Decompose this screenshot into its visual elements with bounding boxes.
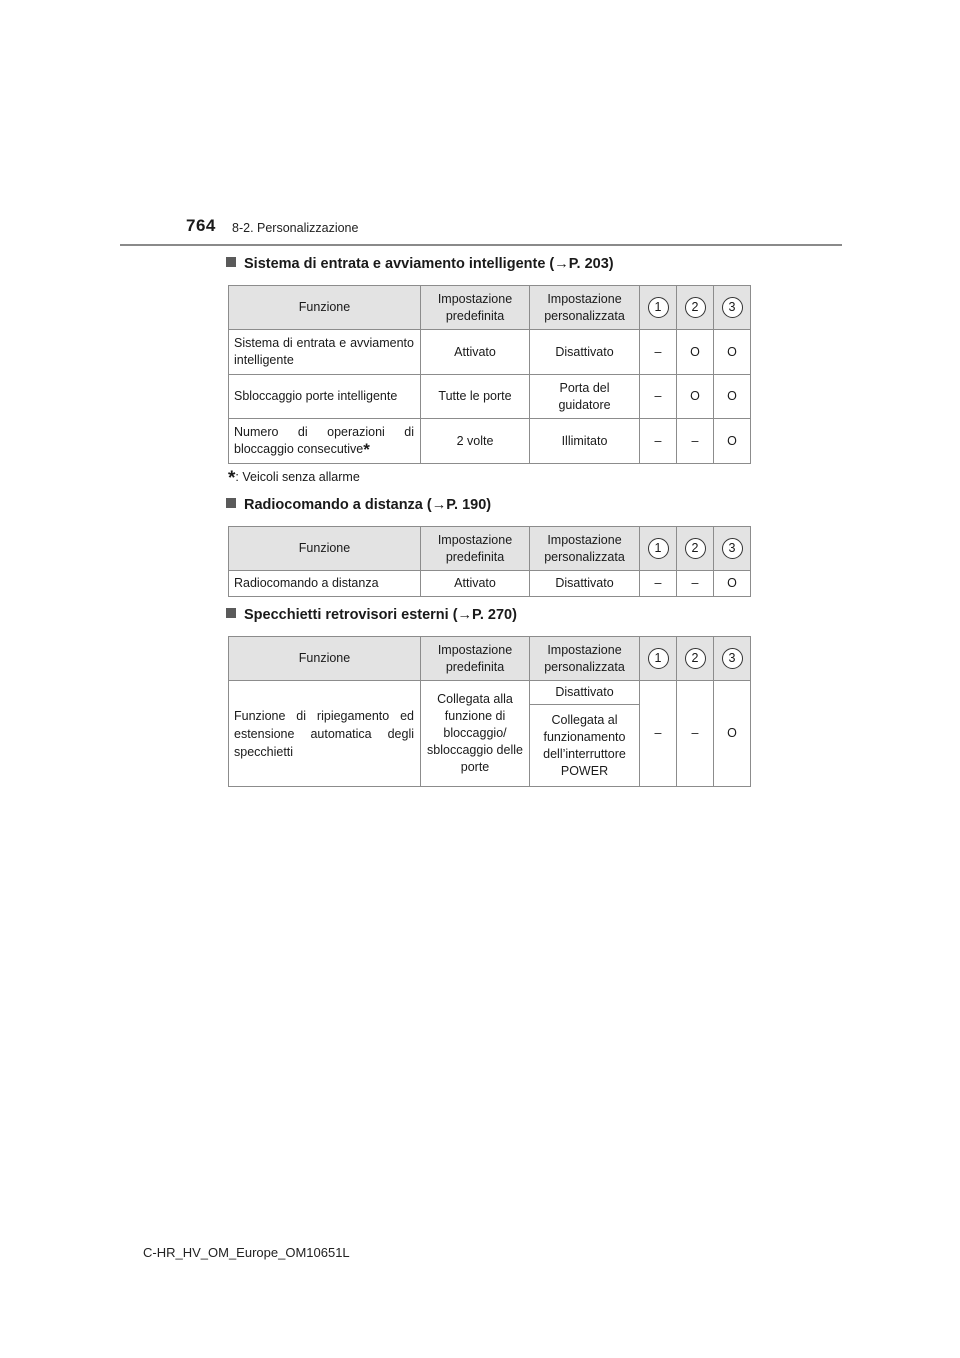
circled-2-icon: 2 [685,648,706,669]
cell-c2: O [677,375,714,419]
cell-c1: – [640,571,677,597]
circled-2-icon: 2 [685,538,706,559]
col-3 [714,286,751,330]
cell-funzione: Sbloccaggio porte intelligente [229,375,421,419]
col-3 [714,637,751,681]
smart-entry-table [228,285,751,464]
cell-default: Collegata alla funzione di bloccaggio/ sbloccaggio delle porte [421,681,530,787]
table-row [229,571,751,597]
cell-c3: O [714,681,751,787]
mirrors-table [228,636,751,787]
table-row [229,375,751,419]
page-number: 764 [186,216,216,235]
cell-custom-b: Collegata al funzionamento dell’interruttore POWER [530,705,640,787]
table-row [229,681,751,705]
col-default: Impostazione predefinita [421,286,530,330]
cell-c2: – [677,681,714,787]
table-row [229,330,751,375]
square-bullet-icon [226,608,236,618]
col-default: Impostazione predefinita [421,637,530,681]
cell-default: Attivato [421,571,530,597]
col-1 [640,286,677,330]
cell-c1: – [640,419,677,464]
cell-c1: – [640,375,677,419]
col-1 [640,637,677,681]
footnote-star: * [363,440,370,459]
footnote-star: * [228,468,236,489]
col-default: Impostazione predefinita [421,527,530,571]
col-custom: Impostazione personalizzata [530,637,640,681]
section-title-remote-control: Radiocomando a distanza (→P. 190) [226,497,491,513]
circled-1-icon: 1 [648,648,669,669]
square-bullet-icon [226,257,236,267]
chapter-title: 8-2. Personalizzazione [232,221,359,235]
square-bullet-icon [226,498,236,508]
circled-1-icon: 1 [648,297,669,318]
cell-custom: Disattivato [530,571,640,597]
col-2 [677,527,714,571]
header-rule [120,244,842,246]
cell-c2: O [677,330,714,375]
cell-funzione: Sistema di entrata e avviamento intelligente [229,330,421,375]
col-custom: Impostazione personalizzata [530,527,640,571]
cell-default: Attivato [421,330,530,375]
col-funzione: Funzione [229,286,421,330]
cell-default: Tutte le porte [421,375,530,419]
cell-funzione: Radiocomando a distanza [229,571,421,597]
remote-control-table [228,526,751,597]
col-funzione: Funzione [229,637,421,681]
cell-c3: O [714,419,751,464]
section-title-smart-entry: Sistema di entrata e avviamento intelligente (→P. 203) [226,256,614,272]
cell-c1: – [640,330,677,375]
circled-3-icon: 3 [722,648,743,669]
col-funzione: Funzione [229,527,421,571]
footnote: *: Veicoli senza allarme [228,468,360,489]
cell-custom: Disattivato [530,330,640,375]
cell-custom: Porta del guidatore [530,375,640,419]
table-header-row [229,286,751,330]
col-2 [677,286,714,330]
col-3 [714,527,751,571]
circled-3-icon: 3 [722,538,743,559]
circled-2-icon: 2 [685,297,706,318]
cell-custom-a: Disattivato [530,681,640,705]
section-title-mirrors: Specchietti retrovisori esterni (→P. 270) [226,607,517,623]
circled-3-icon: 3 [722,297,743,318]
cell-c3: O [714,375,751,419]
cell-custom: Illimitato [530,419,640,464]
cell-funzione: Funzione di ripiegamento ed estensione automatica degli specchietti [229,681,421,787]
col-2 [677,637,714,681]
table-row [229,419,751,464]
circled-1-icon: 1 [648,538,669,559]
cell-c1: – [640,681,677,787]
cell-c3: O [714,571,751,597]
cell-default: 2 volte [421,419,530,464]
table-header-row [229,527,751,571]
cell-c3: O [714,330,751,375]
cell-c2: – [677,571,714,597]
table-header-row [229,637,751,681]
cell-funzione: Numero di operazioni di bloccaggio consecutive* [229,419,421,464]
cell-c2: – [677,419,714,464]
col-custom: Impostazione personalizzata [530,286,640,330]
col-1 [640,527,677,571]
document-id: C-HR_HV_OM_Europe_OM10651L [143,1245,350,1260]
